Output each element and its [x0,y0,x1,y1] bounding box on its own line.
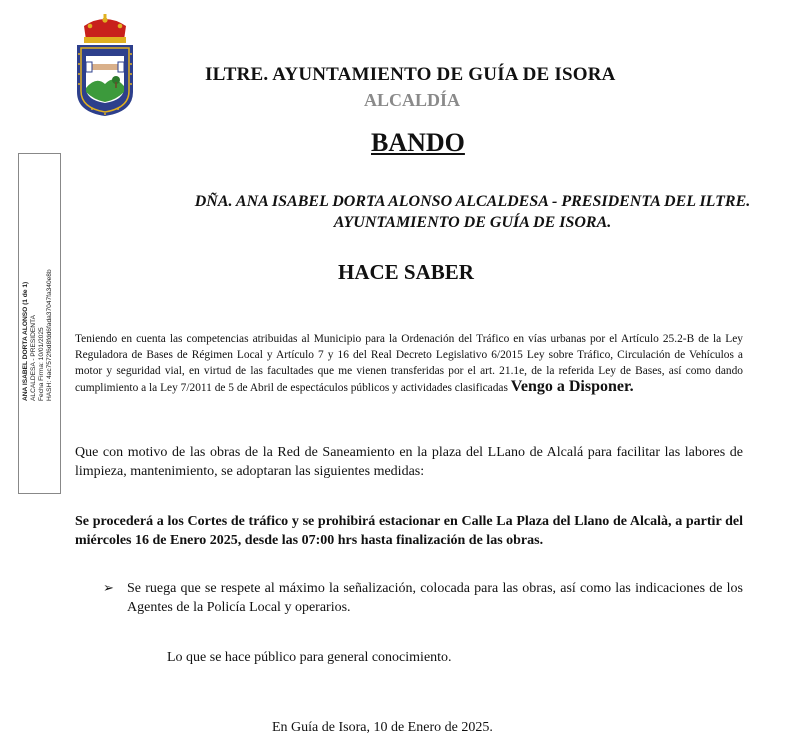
traffic-cut-paragraph: Se procederá a los Cortes de tráfico y se prohibirá estacionar en Calle La Plaza del Llano de Alcalà, a partir del miércoles 16 de Enero 2025, desde las 07:00 hrs hasta finalización de las obras. [75,514,743,548]
document-title: BANDO [371,128,465,157]
bullet-arrow-icon: ➢ [103,580,114,595]
issuer-line-1: DÑA. ANA ISABEL DORTA ALONSO ALCALDESA - PRESIDENTA DEL ILTRE. [194,193,751,210]
issuer-line-2: AYUNTAMIENTO DE GUÍA DE ISORA. [333,214,612,231]
place-date-line: En Guía de Isora, 10 de Enero de 2025. [272,720,493,735]
department-subtitle: ALCALDÍA [364,90,461,110]
announcement-heading: HACE SABER [338,260,474,284]
signature-hash: HASH: 4ac7572f6d8fdd6fada37047fa340e8b [46,269,53,401]
legal-basis-paragraph [75,331,743,396]
public-notice-line: Lo que se hace público para general conocimiento. [167,650,452,665]
signage-request-item: Se ruega que se respete al máximo la señalización, colocada para las obras, así como las indicaciones de los Agentes de la Policía Local y operarios. [127,581,743,615]
coat-of-arms-logo [72,14,138,118]
signer-name: ANA ISABEL DORTA ALONSO (1 de 1) [22,281,29,401]
digital-signature-text [22,61,54,401]
works-paragraph: Que con motivo de las obras de la Red de Saneamiento en la plaza del LLano de Alcalá para facilitar las labores de limpieza, mantenimiento, se adoptaran las siguientes medidas: [75,445,743,479]
vengo-a-disponer: Vengo a Disponer. [510,378,634,395]
issuer-block [150,191,795,233]
municipality-title: ILTRE. AYUNTAMIENTO DE GUÍA DE ISORA [205,64,616,85]
signature-date: Fecha Firma: 10/01/2025 [38,327,45,401]
signer-role: ALCALDESA - PRESIDENTA [30,315,37,401]
legal-basis-text: Teniendo en cuenta las competencias atribuidas al Municipio para la Ordenación del Tráfico en vías urbanas por el Artículo 25.2-B de la Ley Reguladora de Bases de Régimen Local y Artículo 7 y 16 del Real Decreto Legislativo 6/2015 Ley sobre Tráfico, Circulación de Vehículos a motor y seguridad vial, en virtud de las facultades que me vienen transferidas por el art. 21.1e, de la referida Ley de Bases, así como dando cumplimiento a la Ley 7/2011 de 5 de Abril de espectáculos públicos y actividades clasificadas [75,333,743,394]
